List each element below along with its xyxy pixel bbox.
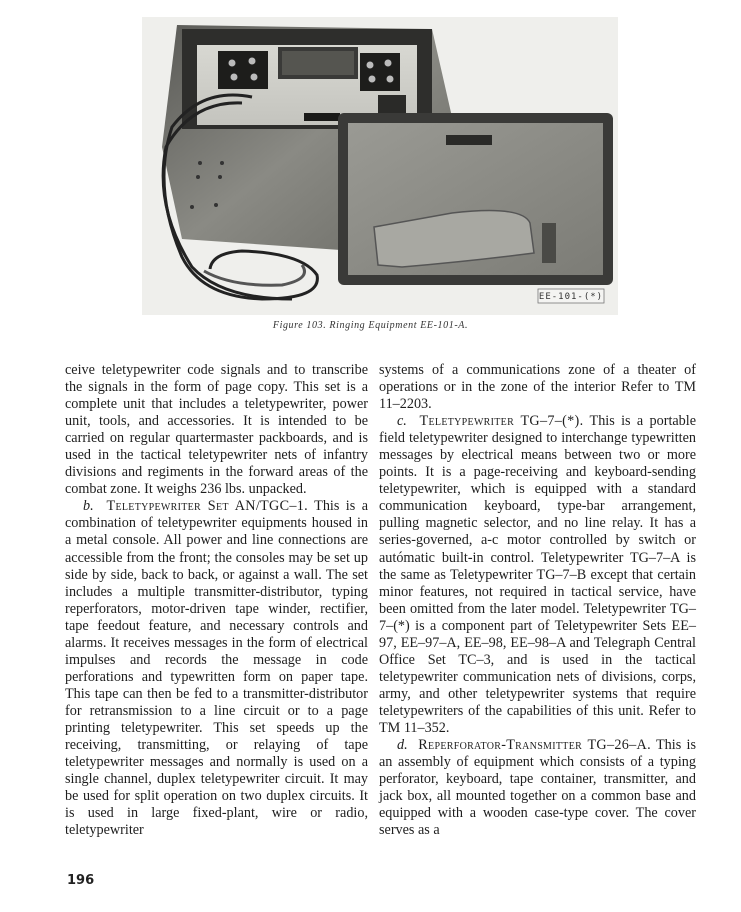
equipment-lid — [338, 113, 613, 285]
page-number: 196 — [67, 873, 95, 888]
paragraph-continued: ceive teletypewriter code signals and to transcribe the signals in the form of page copy. This set is a complete unit that includes a teletypewriter, power unit, tools, and accessories. It is intended to be carried on regular quartermaster packboards, and is used in the tactical teletypewriter nets of infantry divisions and regiments in the forward areas of the combat zone. It weighs 236 lbs. unpacked. — [65, 362, 368, 498]
paragraph-c-body: This is a portable field teletypewriter designed to interchange typewritten messages by electrical means between two or more points. It is a page-receiving and keyboard-sending teletypewriter, which is equipped with a standard communication keyboard, type-bar arrangement, pulling magnetic selector, and no line relay. It has a series-governed, a-c motor controlled by switch or autómatic built-in control. Teletypewriter TG–7–A is the same as Teletypewriter TG–7–B except that certain minor features, not required in tactical service, have been omitted from the later model. Teletypewriter TG–7–(*) is a component part of Teletypewriter Sets EE–97, EE–97–A, EE–98, EE–98–A and Telegraph Central Office Set TC–3, and is used in the tactical teletypewriter communication nets of divisions, corps, army, and other teletypewriter systems that require teletypewriters of the capabilities of this unit. Refer to TM 11–352. — [379, 413, 697, 736]
paragraph-b-body: This is a combination of teletypewriter equipments housed in a metal console. All power and line connections are accessible from the front; the consoles may be set up side by side, back to back, or against a wall. The set includes a multiple transmitter-distributor, typing reperforators, motor-driven tape winder, rectifier, tape feedout feature, and necessary controls and alarms. It receives messages in the form of electrical impulses and records the message in code perforations and typewritten form on paper tape. This tape can then be fed to a transmitter-distributor for retransmission to a line circuit or to a page printing teletypewriter. This set speeds up the receiving, transmitting, or relaying of tape teletypewriter messages and normally is used on a single channel, duplex teletypewriter circuit. It may be used for split operation on two duplex circuits. It is used in large fixed-plant, wire or radio, teletypewriter — [65, 498, 369, 839]
paragraph-d-heading: Reperforator-Transmitter TG–26–A. — [418, 737, 651, 754]
photo-label-text: EE-101-(*) — [538, 292, 604, 302]
paragraph-continued-right: systems of a communications zone of a theater of operations or in the zone of the interior Refer to TM 11–2203. — [379, 362, 696, 413]
figure-caption: Figure 103. Ringing Equipment EE-101-A. — [272, 320, 469, 331]
paragraph-b — [65, 498, 368, 839]
paragraph-c — [379, 413, 696, 737]
photo-label — [538, 289, 604, 303]
paragraph-d — [379, 737, 696, 839]
right-column — [379, 362, 696, 839]
ringing-equipment-photo — [142, 17, 618, 315]
left-column — [65, 362, 368, 839]
paragraph-d-letter: d. — [397, 737, 408, 754]
paragraph-b-heading: Teletypewriter Set AN/TGC–1. — [106, 498, 308, 515]
figure-photo — [142, 17, 618, 315]
paragraph-d-body: This is an assembly of equipment which consists of a typing perforator, keyboard, tape container, transmitter, and jack box, all mounted together on a common base and equipped with a wooden case-type cover. The cover serves as a — [379, 737, 697, 839]
paragraph-b-letter: b. — [83, 498, 94, 515]
paragraph-c-letter: c. — [397, 413, 407, 430]
paragraph-c-heading: Teletypewriter TG–7–(*). — [419, 413, 584, 430]
